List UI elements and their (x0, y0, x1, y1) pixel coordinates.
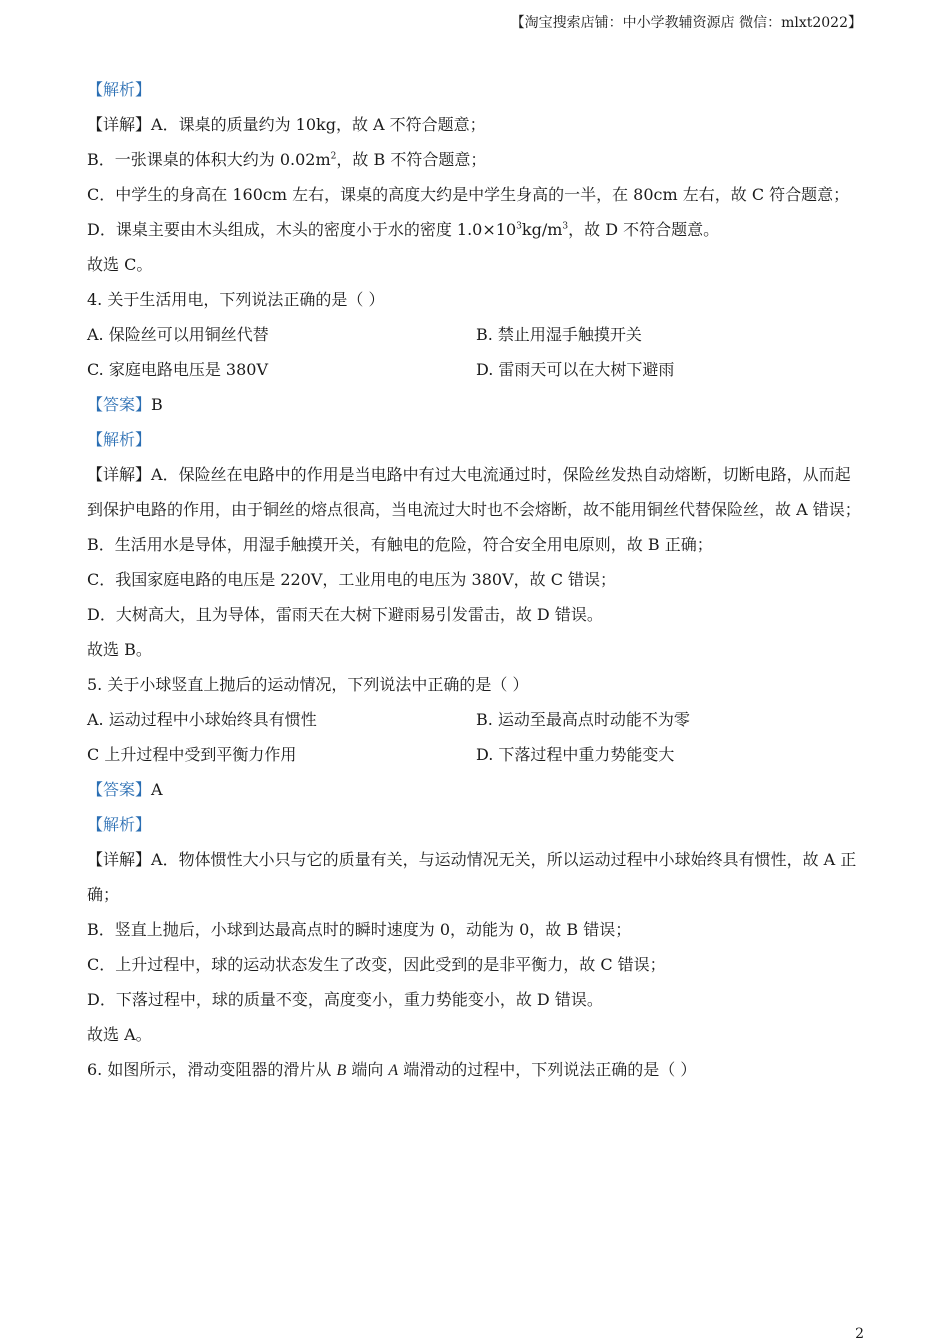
q5-answer: 【答案】A (87, 780, 163, 799)
q5-option-d: D. 下落过程中重力势能变大 (476, 745, 675, 764)
q4-detail-c: C．我国家庭电路的电压是 220V，工业用电的电压为 380V，故 C 错误； (87, 570, 617, 589)
q3-analysis-label: 【解析】 (87, 80, 152, 99)
q4-options-row-2 (87, 356, 862, 391)
q3-conclusion: 故选 C。 (87, 255, 153, 274)
q5-option-c: C 上升过程中受到平衡力作用 (87, 745, 297, 764)
q5-detail-a: 【详解】A．物体惯性大小只与它的质量有关，与运动情况无关，所以运动过程中小球始终具有惯性，故 A 正确； (87, 850, 857, 904)
q4-options-row-1 (87, 321, 862, 356)
q5-options-row-2 (87, 741, 862, 776)
q3-detail-b: B．一张课桌的体积大约为 $0.02m^2$，故 B 不符合题意； (87, 150, 487, 169)
page-header: 【淘宝搜索店铺：中小学教辅资源店 微信：mlxt2022】 (510, 15, 862, 31)
q4-option-c: C. 家庭电路电压是 380V (87, 360, 269, 379)
page-number: 2 (855, 1326, 864, 1342)
q5-conclusion: 故选 A。 (87, 1025, 152, 1044)
q5-detail-b: B．竖直上抛后，小球到达最高点时的瞬时速度为 0，动能为 0，故 B 错误； (87, 920, 632, 939)
q4-stem: 4. 关于生活用电，下列说法正确的是（ ） (87, 290, 385, 309)
q3-detail-a: 【详解】A．课桌的质量约为 10kg，故 A 不符合题意； (87, 115, 486, 134)
q5-analysis-label: 【解析】 (87, 815, 152, 834)
q4-option-d: D. 雷雨天可以在大树下避雨 (476, 360, 675, 379)
q4-option-b: B. 禁止用湿手触摸开关 (476, 325, 642, 344)
q3-detail-c: C．中学生的身高在 160cm 左右，课桌的高度大约是中学生身高的一半，在 80cm 左右，故 C 符合题意； (87, 185, 850, 204)
document-body (87, 76, 862, 1091)
q5-options-row-1 (87, 706, 862, 741)
q5-detail-d: D．下落过程中，球的质量不变，高度变小，重力势能变小，故 D 错误。 (87, 990, 603, 1009)
q4-answer: 【答案】B (87, 395, 163, 414)
q5-detail-c: C．上升过程中，球的运动状态发生了改变，因此受到的是非平衡力，故 C 错误； (87, 955, 666, 974)
q4-conclusion: 故选 B。 (87, 640, 152, 659)
q4-option-a: A. 保险丝可以用铜丝代替 (87, 325, 269, 344)
q5-option-b: B. 运动至最高点时动能不为零 (476, 710, 690, 729)
q4-detail-b: B．生活用水是导体，用湿手触摸开关，有触电的危险，符合安全用电原则，故 B 正确； (87, 535, 713, 554)
q6-stem: 6. 如图所示，滑动变阻器的滑片从 B 端向 A 端滑动的过程中，下列说法正确的是（ ） (87, 1060, 697, 1079)
q5-stem: 5. 关于小球竖直上抛后的运动情况，下列说法中正确的是（ ） (87, 675, 529, 694)
q4-detail-d: D．大树高大，且为导体，雷雨天在大树下避雨易引发雷击，故 D 错误。 (87, 605, 603, 624)
q4-detail-a: 【详解】A．保险丝在电路中的作用是当电路中有过大电流通过时，保险丝发热自动熔断，切断电路，从而起到保护电路的作用，由于铜丝的熔点很高，当电流过大时也不会熔断，故不能用铜丝代替保险丝，故 A 错误； (87, 465, 861, 519)
q3-detail-d: D．课桌主要由木头组成，木头的密度小于水的密度 $1.0\times 10^3kg/m^3$，故 D 不符合题意。 (87, 220, 720, 239)
q5-option-a: A. 运动过程中小球始终具有惯性 (87, 710, 317, 729)
q4-analysis-label: 【解析】 (87, 430, 152, 449)
